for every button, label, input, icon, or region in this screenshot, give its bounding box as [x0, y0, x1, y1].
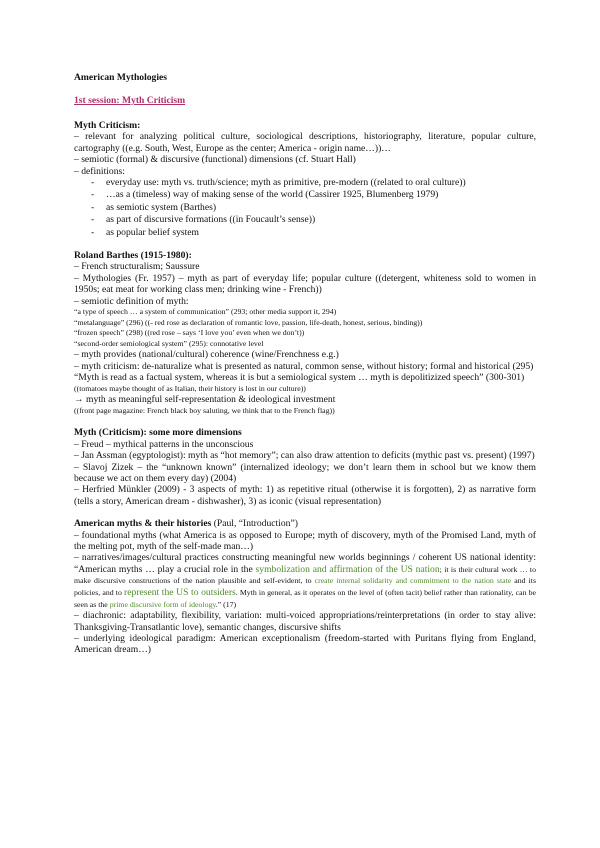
heading-reference: (Paul, “Introduction”) [213, 518, 298, 530]
paragraph: – underlying ideological paradigm: American exceptionalism (freedom-started with Puritans flying from England, American dream…) [74, 632, 536, 656]
list-item: - as popular belief system [74, 227, 536, 239]
text-run: – narratives/images/cultural practices constructing meaningful new worlds beginnings / coherent US national identity: “American myths … play a crucial role in the [74, 552, 536, 575]
paragraph: – myth provides (national/cultural) coherence (wine/Frenchness e.g.) [74, 349, 339, 361]
definitions-list [74, 177, 536, 239]
session-heading: 1st session: Myth Criticism [74, 95, 186, 106]
highlight-text: prime discursive form of ideology [109, 599, 216, 609]
highlight-text: symbolization and affirmation of the US nation [255, 563, 440, 575]
section-myth-criticism [74, 120, 536, 239]
text-run: . Myth in general, as it operates on the level of (often tacit) belief rather than rationality, can be seen as the [74, 587, 536, 609]
paragraph: – French structuralism; Saussure [74, 261, 200, 273]
note-line: ((front page magazine: French black boy saluting, we think that to the French flag)) [74, 405, 335, 415]
section-heading: Myth (Criticism): some more dimensions [74, 427, 242, 439]
list-item: - …as a (timeless) way of making sense of the world (Cassirer 1925, Blumenberg 1979) [74, 189, 536, 201]
note-line: ((tomatoes maybe thought of as Italian, their history is lost in our culture)) [74, 383, 306, 393]
list-item: - as part of discursive formations ((in Foucault’s sense)) [74, 214, 536, 226]
highlight-text: represent the US to outsiders [124, 586, 236, 598]
paragraph: – Freud – mythical patterns in the unconscious [74, 438, 254, 450]
paragraph: – myth criticism: de-naturalize what is presented as natural, common sense, without history; formal and historical (295) [74, 360, 534, 372]
list-item: - as semiotic system (Barthes) [74, 202, 536, 214]
section-barthes [74, 250, 536, 416]
paragraph: – definitions: [74, 165, 125, 177]
section-american-myths [74, 518, 536, 656]
paragraph [74, 552, 536, 610]
quote-line: “metalanguage” (296) ((- red rose as declaration of romantic love, passion, life-death, honest, serious, binding)) [74, 317, 423, 327]
section-heading: Myth Criticism: [74, 120, 141, 131]
paragraph: – Herfried Münkler (2009) - 3 aspects of myth: 1) as repetitive ritual (otherwise it is forgotten), 2) as narrative form (tells a story, American dream - dishwasher), 3) as iconic (visual representation) [74, 484, 536, 507]
document-page [74, 72, 536, 656]
paragraph: – Jan Assman (egyptologist): myth as “hot memory”; can also draw attention to deficits (mythic past vs. present) (1997) [74, 450, 535, 462]
paragraph: – Mythologies (Fr. 1957) – myth as part of everyday life; popular culture ((detergent, whiteness sold to women in 1950s; eat meat for working class men; drinking wine - French)) [74, 272, 536, 296]
paragraph: – semiotic definition of myth: [74, 295, 189, 307]
highlight-text: create internal solidarity and commitment to the nation state [314, 576, 512, 586]
section-heading: Roland Barthes (1915-1980): [74, 250, 192, 262]
quote-line: “second-order semiological system” (295): connotative level [74, 338, 264, 348]
paragraph: – foundational myths (what America is as opposed to Europe; myth of discovery, myth of the Promised Land, myth of the melting pot, myth of the self-made man…) [74, 529, 536, 552]
text-run: .” (17) [215, 599, 237, 609]
paragraph: “Myth is read as a factual system, whereas it is but a semiological system … myth is depolitizized speech” (300-301) [74, 372, 525, 384]
paragraph: – semiotic (formal) & discursive (functional) dimensions (cf. Stuart Hall) [74, 154, 356, 166]
document-title: American Mythologies [74, 72, 167, 83]
paragraph: – diachronic: adaptability, flexibility, variation: multi-voiced appropriations/reinterpretations (in order to stay alive: Thanksgiving-Transatlantic love), semantic changes, discursive shifts [74, 610, 536, 633]
section-heading [74, 518, 536, 529]
paragraph: → myth as meaningful self-representation & ideological investment [74, 394, 336, 406]
text-run: ; it is their cultural work … to make discursive constructions of the nation plausible and self-evident, to [74, 564, 536, 586]
paragraph: – relevant for analyzing political culture, sociological descriptions, historiography, literature, popular culture, cartography ((e.g. South, West, Europe as the center; America - origin name…))… [74, 131, 536, 154]
paragraph: – Slavoj Zizek – the “unknown known” (internalized ideology; we don’t learn them in school but we know them because we act on them every day) (2004) [74, 461, 536, 484]
heading-text: American myths & their histories [74, 518, 212, 530]
section-more-dimensions [74, 427, 536, 507]
list-item: - everyday use: myth vs. truth/science; myth as primitive, pre-modern ((related to oral culture)) [74, 177, 536, 189]
quote-line: “frozen speech” (298) ((red rose – says ‘I love you’ even when we don’t)) [74, 328, 305, 338]
text-run: and its policies, and to [74, 576, 536, 597]
quote-line: “a type of speech … a system of communication” (293; other media support it, 294) [74, 307, 337, 317]
